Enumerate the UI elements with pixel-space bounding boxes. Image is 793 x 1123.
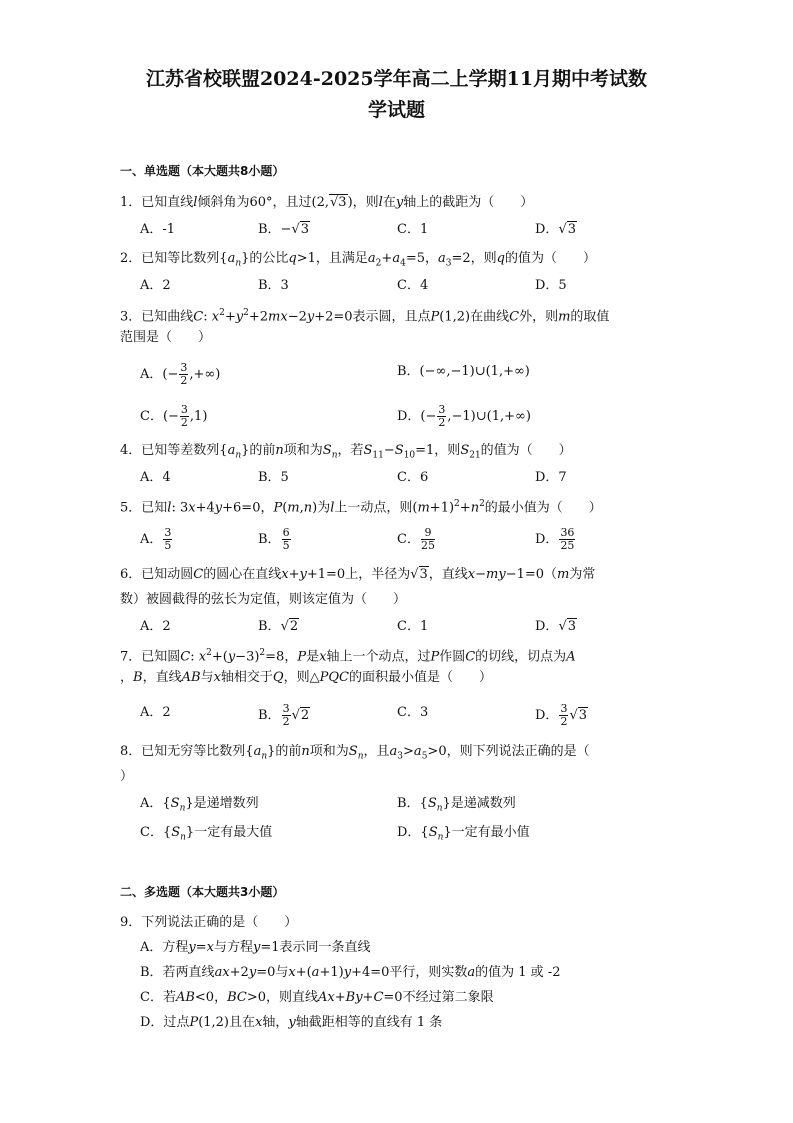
q9-option-b: B．若两直线ax+2y=0与x+(a+1)y+4=0平行，则实数a的值为 1 或 -2	[140, 965, 561, 980]
q5-option-a: A． $\frac{3}{5}$	[140, 526, 172, 552]
question-3-line2: 范围是（ ）	[120, 330, 212, 345]
q2-option-b: B．3	[258, 278, 289, 293]
q3-option-d: D．(− $\frac{3}{2}$ ,−1)∪(1,+∞)	[397, 403, 531, 429]
q6-option-d: D．√3	[535, 619, 577, 634]
question-4: 4．已知等差数列$\{a_n\}$的前n项和为$S_n$，若$S_{11}-S_{10}=1$，则$S_{21}$的值为（ ）	[120, 443, 572, 461]
q7-option-a: A．2	[140, 705, 171, 720]
section-heading-multi-choice: 二、多选题（本大题共3小题）	[120, 885, 285, 899]
q2-option-a: A．2	[140, 278, 171, 293]
q1-option-d: D．√3	[535, 222, 577, 237]
q6-option-c: C．1	[397, 619, 429, 634]
question-number: 5．	[120, 500, 142, 516]
q4-option-a: A．4	[140, 470, 171, 485]
q1-option-b: B．−√3	[258, 222, 310, 237]
q7-option-b: B． $\frac{3}{2}$ √2	[258, 702, 310, 728]
q9-option-c: C．若AB<0，BC>0，则直线Ax+By+C=0不经过第二象限	[140, 990, 494, 1005]
q7-option-d: D． $\frac{3}{2}$ √3	[535, 702, 588, 728]
question-6-line2: 数）被圆截得的弦长为定值，则该定值为（ ）	[120, 592, 407, 607]
question-7: 7．已知圆C: $x^2+(y-3)^2=8$，P是x轴上一个动点，过P作圆C的切线，切点为A	[120, 648, 576, 665]
question-number: 9．	[120, 915, 142, 930]
section-heading-single-choice: 一、单选题（本大题共8小题）	[120, 164, 285, 178]
q5-option-d: D． $\frac{36}{25}$	[535, 526, 575, 552]
question-8-line2: ）	[120, 769, 134, 784]
q3-option-c: C．(− $\frac{3}{2}$ ,1)	[140, 403, 208, 429]
question-9-text: 下列说法正确的是（ ）	[141, 915, 298, 930]
q6-option-a: A．2	[140, 619, 171, 634]
question-number: 4．	[120, 443, 142, 458]
q5-option-b: B． $\frac{6}{5}$	[258, 526, 290, 552]
q9-option-a: A．方程y=x与方程y=1表示同一条直线	[140, 940, 371, 955]
question-9	[120, 913, 297, 933]
q8-option-a: A．$\{S_n\}$是递增数列	[140, 796, 259, 814]
q5-option-c: C． $\frac{9}{25}$	[397, 526, 435, 552]
q3-option-a: A．(− $\frac{3}{2}$ ,+∞)	[140, 361, 221, 387]
q2-option-c: C．4	[397, 278, 429, 293]
q1-option-a: A．-1	[140, 222, 176, 237]
q1-option-c: C．1	[397, 222, 429, 237]
question-8: 8．已知无穷等比数列$\{a_n\}$的前n项和为$S_n$，且$a_3>a_5>0$，则下列说法正确的是（	[120, 744, 590, 762]
question-number: 7．	[120, 649, 142, 665]
question-number: 1．	[120, 195, 142, 210]
q2-option-d: D．5	[535, 278, 567, 293]
question-6: 6．已知动圆C的圆心在直线x+y+1=0上，半径为√3，直线x−my−1=0（m为常	[120, 567, 596, 582]
q8-option-b: B．$\{S_n\}$是递减数列	[397, 796, 516, 814]
question-number: 6．	[120, 567, 142, 582]
q8-option-d: D．$\{S_n\}$一定有最小值	[397, 825, 530, 843]
q4-option-b: B．5	[258, 470, 289, 485]
q4-option-d: D．7	[535, 470, 567, 485]
question-7-line2: ，B，直线AB与x轴相交于Q，则△PQC的面积最小值是（ ）	[120, 670, 492, 685]
question-2: 2．已知等比数列$\{a_n\}$的公比q>1，且满足$a_2+a_4=5$，$a_3=2$，则q的值为（ ）	[120, 251, 596, 269]
question-number: 2．	[120, 251, 142, 266]
q4-option-c: C．6	[397, 470, 429, 485]
q9-option-d: D．过点P(1,2)且在x轴，y轴截距相等的直线有 1 条	[140, 1015, 443, 1030]
q3-option-b: B．(−∞,−1)∪(1,+∞)	[397, 364, 530, 379]
q8-option-c: C．$\{S_n\}$一定有最大值	[140, 825, 273, 843]
q6-option-b: B．√2	[258, 619, 299, 634]
question-5: 5．已知l: 3x+4y+6=0，P(m,n)为l上一动点，则$(m+1)^2+n^2$的最小值为（ ）	[120, 499, 602, 516]
question-3: 3．已知曲线C: $x^2+y^2+2mx-2y+2=0$表示圆，且点P(1,2)在曲线C外，则m的取值	[120, 308, 610, 325]
question-number: 3．	[120, 309, 142, 325]
question-number: 8．	[120, 744, 142, 759]
page-title-line2: 学试题	[367, 99, 425, 121]
q7-option-c: C．3	[397, 705, 429, 720]
page-title-line1: 江苏省校联盟2024-2025学年高二上学期11月期中考试数	[145, 68, 648, 90]
question-1: 1．已知直线l倾斜角为60°，且过(2,√3)，则l在y轴上的截距为（ ）	[120, 195, 534, 210]
